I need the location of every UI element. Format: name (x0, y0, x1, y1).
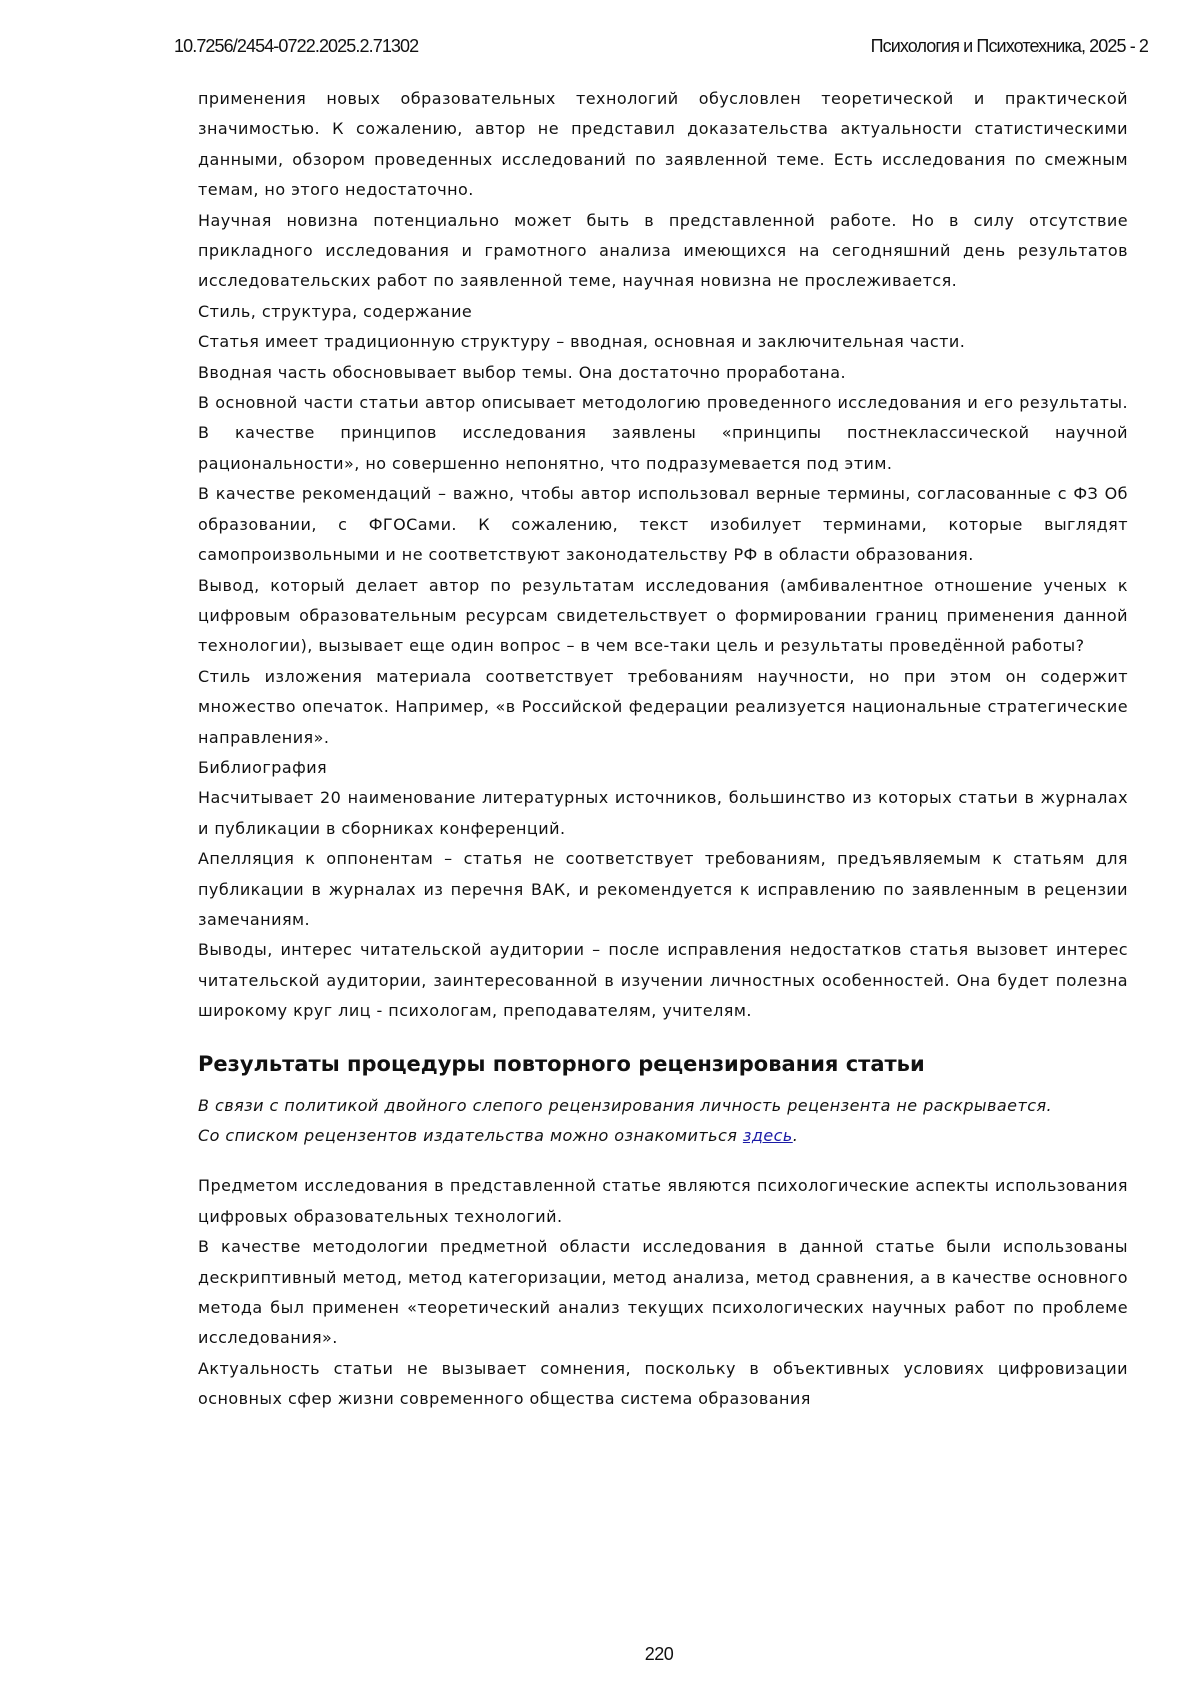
second-review-text (198, 1171, 1128, 1414)
reviewers-note-text: Со списком рецензентов издательства можно ознакомиться (198, 1126, 743, 1145)
reviewers-note (198, 1121, 1128, 1151)
paragraph: применения новых образовательных технологий обусловлен теоретической и практической значимостью. К сожалению, автор не представил доказательства актуальности статистическими данными, обзором проведенных исследований по заявленной теме. Есть исследования по смежным темам, но этого недостаточно. (198, 89, 1128, 200)
paragraph: Вывод, который делает автор по результатам исследования (амбивалентное отношение ученых к цифровым образовательным ресурсам свидетельствует о формировании границ применения данной технологии), вызывает еще один вопрос – в чем все-таки цель и результаты проведённой работы? (198, 575, 1128, 656)
paragraph: Выводы, интерес читательской аудитории – после исправления недостатков статья вызовет интерес читательской аудитории, заинтересованной в изучении личностных особенностей. Она будет полезна широкому круг лиц - психологам, преподавателям, учителям. (198, 940, 1128, 1021)
paragraph: Научная новизна потенциально может быть в представленной работе. Но в силу отсутствие прикладного исследования и грамотного анализа имеющихся на сегодняшний день результатов исследовательских работ по заявленной теме, научная новизна не прослеживается. (198, 210, 1128, 291)
paragraph: Актуальность статьи не вызывает сомнения, поскольку в объективных условиях цифровизации основных сфер жизни современного общества система образования (198, 1358, 1128, 1409)
doi: 10.7256/2454-0722.2025.2.71302 (174, 36, 419, 56)
anonymity-note: В связи с политикой двойного слепого рецензирования личность рецензента не раскрывается. (198, 1095, 1053, 1115)
paragraph: Стиль, структура, содержание (198, 301, 473, 321)
paragraph: Апелляция к оппонентам – статья не соответствует требованиям, предъявляемым к статьям для публикации в журналах из перечня ВАК, и рекомендуется к исправлению по заявленным в рецензии замечаниям. (198, 849, 1128, 929)
paragraph: В качестве методологии предметной области исследования в данной статье были использованы дескриптивный метод, метод категоризации, метод анализа, метод сравнения, а в качестве основного метода был применен «теоретический анализ текущих психологических научных работ по проблеме исследования». (198, 1237, 1128, 1348)
paragraph: Предметом исследования в представленной статье являются психологические аспекты использования цифровых образовательных технологий. (198, 1176, 1128, 1226)
period: . (792, 1126, 799, 1145)
paragraph: Вводная часть обосновывает выбор темы. Она достаточно проработана. (198, 362, 846, 382)
page-number: 220 (644, 1644, 674, 1664)
section-title: Результаты процедуры повторного рецензирования статьи (198, 1051, 925, 1076)
paragraph: В основной части статьи автор описывает методологию проведенного исследования и его результаты. В качестве принципов исследования заявлены «принципы постнеклассической научной рациональности», но совершенно непонятно, что подразумевается под этим. (198, 393, 1128, 473)
paragraph: Стиль изложения материала соответствует требованиям научности, но при этом он содержит множество опечаток. Например, «в Российской федерации реализуется национальные стратегические направления». (198, 666, 1128, 747)
paragraph: Статья имеет традиционную структуру – вводная, основная и заключительная части. (198, 332, 966, 352)
journal-title: Психология и Психотехника, 2025 - 2 (870, 36, 1148, 56)
paragraph: В качестве рекомендаций – важно, чтобы автор использовал верные термины, согласованные с ФЗ Об образовании, с ФГОСами. К сожалению, текст изобилует терминами, которые выглядят самопроизвольными и не соответствуют законодательству РФ в области образования. (198, 484, 1128, 565)
document-body (198, 84, 1128, 1415)
paragraph: Насчитывает 20 наименование литературных источников, большинство из которых статьи в журналах и публикации в сборниках конференций. (198, 788, 1128, 838)
review-text (198, 84, 1128, 1027)
reviewers-link[interactable]: здесь (742, 1126, 793, 1145)
paragraph: Библиография (198, 757, 328, 777)
